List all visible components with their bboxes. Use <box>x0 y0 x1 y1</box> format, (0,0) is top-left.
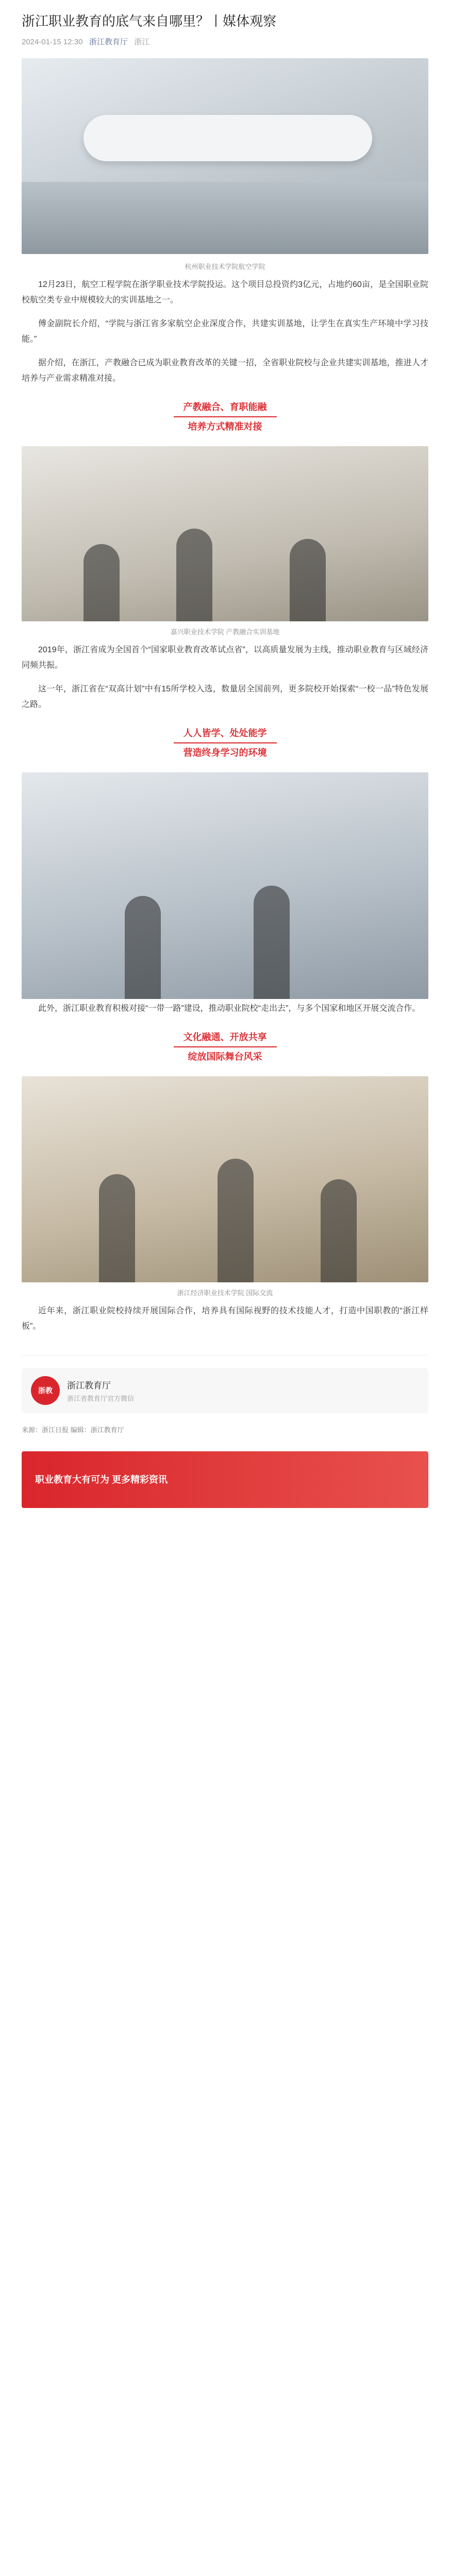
promo-banner-text: 职业教育大有可为 更多精彩资讯 <box>35 1475 168 1485</box>
section-1-subtitle: 培养方式精准对接 <box>188 421 262 432</box>
account-logo-icon: 浙教 <box>31 1376 60 1405</box>
article-footer <box>22 1355 428 1520</box>
paragraph-4: 2019年，浙江省成为全国首个“国家职业教育改革试点省”，以高质量发展为主线，推动职业教育与区域经济同频共振。 <box>22 646 428 670</box>
paragraph-3: 据介绍，在浙江，产教融合已成为职业教育改革的关键一招，全省职业院校与企业共建实训基地，推进人才培养与产业需求精准对接。 <box>22 359 428 383</box>
person-silhouette <box>254 886 290 999</box>
account-subtitle: 浙江省教育厅官方微信 <box>67 1395 135 1402</box>
section-1-title: 产教融合、育职能融 <box>183 402 267 412</box>
section-heading-3 <box>22 1030 428 1064</box>
photo-training <box>22 446 428 621</box>
person-silhouette <box>99 1174 135 1282</box>
caption-1: 杭州职业技术学院航空学院 <box>185 263 265 270</box>
section-2-title: 人人皆学、处处能学 <box>183 728 267 738</box>
article-location: 浙江 <box>134 38 150 46</box>
section-3-title: 文化融通、开放共享 <box>183 1032 267 1042</box>
paragraph-5: 这一年，浙江省在“双高计划”中有15所学校入选，数量居全国前列，更多院校开始探索“一校一品”特色发展之路。 <box>22 685 428 709</box>
article-source[interactable]: 浙江教育厅 <box>89 38 128 46</box>
paragraph-7: 近年来，浙江职业院校持续开展国际合作，培养具有国际视野的技术技能人才，打造中国职教的“浙江样板”。 <box>22 1307 428 1331</box>
person-silhouette <box>176 529 212 621</box>
person-silhouette <box>218 1159 254 1282</box>
section-heading-1 <box>22 400 428 434</box>
section-heading-2 <box>22 726 428 760</box>
photo-international <box>22 1076 428 1282</box>
article-title: 浙江职业教育的底气来自哪里？丨媒体观察 <box>22 13 277 29</box>
paragraph-2: 傅金副院长介绍，“学院与浙江省多家航空企业深度合作，共建实训基地，让学生在真实生产环境中学习技能。” <box>22 319 428 344</box>
person-silhouette <box>84 544 120 621</box>
promo-banner[interactable] <box>22 1451 428 1508</box>
caption-3: 浙江经济职业技术学院 国际交流 <box>177 1289 273 1297</box>
person-silhouette <box>290 539 326 621</box>
person-silhouette <box>321 1179 357 1282</box>
section-3-divider <box>174 1046 277 1047</box>
article-meta <box>22 31 428 58</box>
credits: 来源：浙江日报 编辑：浙江教育厅 <box>22 1426 124 1434</box>
account-name: 浙江教育厅 <box>67 1381 111 1391</box>
account-card[interactable] <box>22 1368 428 1413</box>
section-3-subtitle: 绽放国际舞台风采 <box>188 1052 262 1062</box>
photo-workshop <box>22 772 428 999</box>
aircraft-shape <box>84 115 372 161</box>
hero-image <box>22 58 428 254</box>
paragraph-6: 此外，浙江职业教育积极对接“一带一路”建设，推动职业院校“走出去”，与多个国家和地区开展交流合作。 <box>38 1004 421 1013</box>
section-2-subtitle: 营造终身学习的环境 <box>183 748 267 758</box>
caption-2: 嘉兴职业技术学院 产教融合实训基地 <box>170 628 280 636</box>
paragraph-1: 12月23日，航空工程学院在浙学职业技术学院投运。这个项目总投资约3亿元，占地约60亩，是全国职业院校航空类专业中规模较大的实训基地之一。 <box>22 280 428 304</box>
section-1-divider <box>174 416 277 417</box>
article-date: 2024-01-15 12:30 <box>22 38 83 46</box>
hero-floor <box>22 182 428 254</box>
person-silhouette <box>125 896 161 999</box>
section-2-divider <box>174 742 277 743</box>
